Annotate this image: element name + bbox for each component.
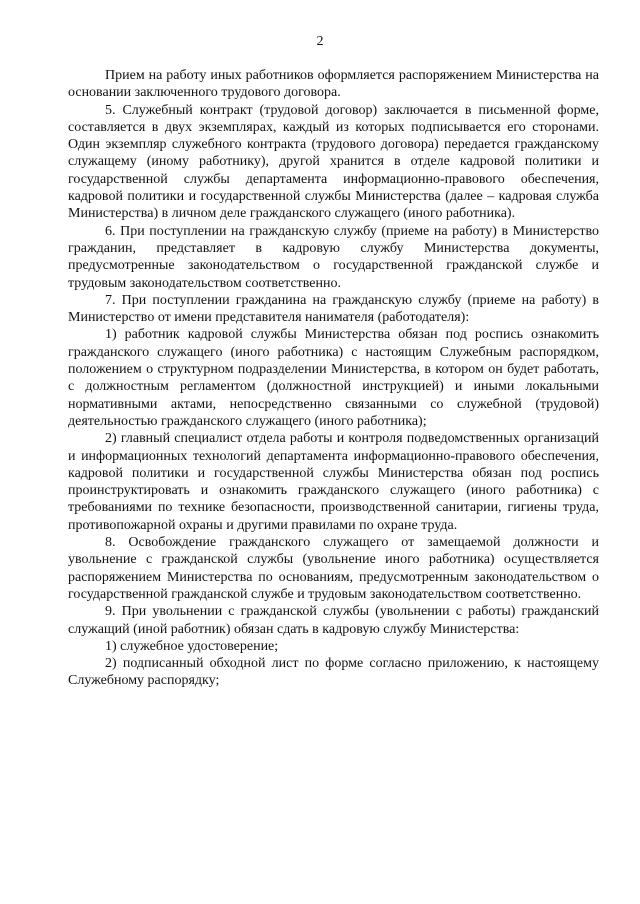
paragraph-8-dismissal: 8. Освобождение гражданского служащего от замещаемой должности и увольнение с гражданской службы (увольнение иного работника) осуществляется распоряжением Министерства по основаниям, предусмотренным законодательством о государственной гражданской службе и трудовым законодательством соответственно. [68,535,599,602]
page-number: 2 [316,34,324,49]
paragraph-6-entry-documents: 6. При поступлении на гражданскую службу (приеме на работу) в Министерство гражданин, представляет в кадровую службу Министерства документы, предусмотренные законодательством о государственной гражданской службе и трудовым законодательством соответственно. [68,223,599,291]
paragraph-7-entry-procedure: 7. При поступлении гражданина на гражданскую службу (приеме на работу) в Министерство от имени представителя нанимателя (работодателя): [68,292,599,326]
paragraph-9-1-id-card: 1) служебное удостоверение; [105,638,279,654]
paragraph-9-2-clearance-sheet: 2) подписанный обходной лист по форме согласно приложению, к настоящему Служебному распорядку; [68,656,599,689]
paragraph-hiring-others: Прием на работу иных работников оформляется распоряжением Министерства на основании заключенного трудового договора. [68,68,599,101]
paragraph-5-service-contract: 5. Служебный контракт (трудовой договор) заключается в письменной форме, составляется в двух экземплярах, каждый из которых подписывается его сторонами. Один экземпляр служебного контракта (трудового договора) передается гражданскому служащему (иному работнику), другой хранится в отделе кадровой политики и государственной службы департамента информационно-правового обеспечения, кадровой политики и государственной службы Министерства (далее – кадровая служба Министерства) в личном деле гражданского служащего (иного работника). [68,102,599,222]
paragraph-9-dismissal-handover: 9. При увольнении с гражданской службы (увольнении с работы) гражданский служащий (иной работник) обязан сдать в кадровую службу Министерства: [68,604,599,637]
paragraph-7-2-safety-instruction: 2) главный специалист отдела работы и контроля подведомственных организаций и информационных технологий департамента информационно-правового обеспечения, кадровой политики и государственной службы Министерства обязан под роспись проинструктировать и ознакомить гражданского служащего (иного работника) с требованиями по технике безопасности, производственной санитарии, гигиены труда, противопожарной охраны и другими правилами по охране труда. [68,431,599,533]
document-body [68,67,599,690]
paragraph-7-1-hr-familiarization: 1) работник кадровой службы Министерства обязан под роспись ознакомить гражданского служащего (иного работника) с настоящим Служебным распорядком, положением о структурном подразделении Министерства, в котором он будет работать, с должностным регламентом (должностной инструкцией) и иными локальными нормативными актами, непосредственно связанными со служебной (трудовой) деятельностью гражданского служащего (иного работника); [68,327,599,429]
